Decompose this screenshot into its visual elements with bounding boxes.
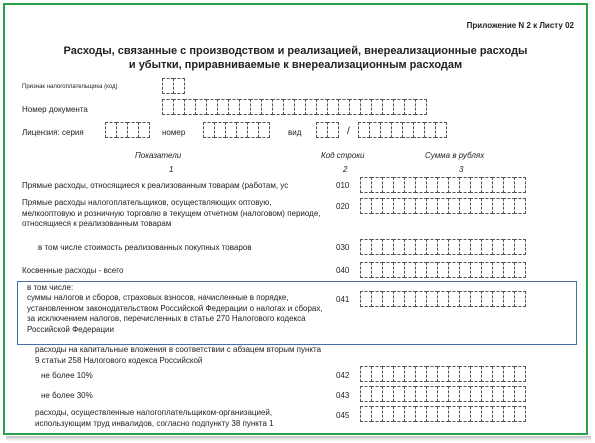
row-010-sum-field[interactable] [360,177,525,193]
row-040-text: Косвенные расходы - всего [22,266,124,275]
license-series-label: Лицензия: серия [22,128,84,137]
row-030-sum-field[interactable] [360,239,525,255]
row-045-text: расходы, осуществленные налогоплательщиком-организацией, использующим труд инвалидов, согласно подпункту 38 пункта 1 [35,408,274,428]
form-title-line-1: Расходы, связанные с производством и реализацией, внереализационные расходы [63,45,528,57]
row-010-code: 010 [336,181,350,190]
row-042-sum-field[interactable] [360,366,525,382]
row-042-code: 042 [336,371,350,380]
license-series-field[interactable] [105,122,149,138]
row-030-text: в том числе стоимость реализованных покупных товаров [38,243,252,252]
row-042-text: не более 10% [41,371,93,380]
row-043-sum-field[interactable] [360,386,525,402]
col-number-2: 2 [343,165,348,174]
row-040-sum-field[interactable] [360,262,525,278]
row-045-code: 045 [336,411,350,420]
row-capital-text: расходы на капитальные вложения в соответствии с абзацем вторым пункта 9 статьи 258 Налогового кодекса Российской [35,345,322,365]
license-number-label: номер [162,128,186,137]
appendix-label: Приложение N 2 к Листу 02 [466,21,574,30]
page-shadow [6,436,591,441]
taxpayer-sign-field[interactable] [162,78,184,94]
col-header-indicators: Показатели [135,151,182,160]
row-045-sum-field[interactable] [360,406,525,422]
form-page [3,3,588,435]
col-number-3: 3 [459,165,464,174]
row-041-text: суммы налогов и сборов, страховых взносов, начисленные в порядке, установленном законодательством Российской Федерации о налогах и сборах, за исключением налогов, перечисленных в статье 270 Налогового кодекса Российской Федерации [27,293,323,334]
row-030-code: 030 [336,243,350,252]
row-including-text: в том числе: [27,283,74,292]
row-041-sum-field[interactable] [360,291,525,307]
col-header-sum: Сумма в рублях [425,151,485,160]
row-043-text: не более 30% [41,391,93,400]
col-number-1: 1 [169,165,174,174]
row-040-code: 040 [336,266,350,275]
doc-number-label: Номер документа [22,105,88,114]
row-020-code: 020 [336,202,350,211]
taxpayer-sign-label: Признак налогоплательщика (код) [22,84,118,90]
license-number-field[interactable] [203,122,269,138]
doc-number-field[interactable] [162,99,426,115]
row-020-sum-field[interactable] [360,198,525,214]
row-010-text: Прямые расходы, относящиеся к реализованным товарам (работам, ус [22,181,289,190]
row-041-code: 041 [336,295,350,304]
row-043-code: 043 [336,391,350,400]
row-020-text: Прямые расходы налогоплательщиков, осуществляющих оптовую, мелкооптовую и розничную торговлю в текущем отчетном (налоговом) периоде, относящиеся к реализованным товарам [22,198,321,228]
license-type-field-2[interactable] [358,122,446,138]
license-type-label: вид [288,128,302,137]
license-type-field-1[interactable] [316,122,338,138]
license-slash: / [347,126,350,137]
form-title-line-2: и убытки, приравниваемые к внереализационным расходам [128,59,463,71]
col-header-line-code: Код строки [321,151,365,160]
